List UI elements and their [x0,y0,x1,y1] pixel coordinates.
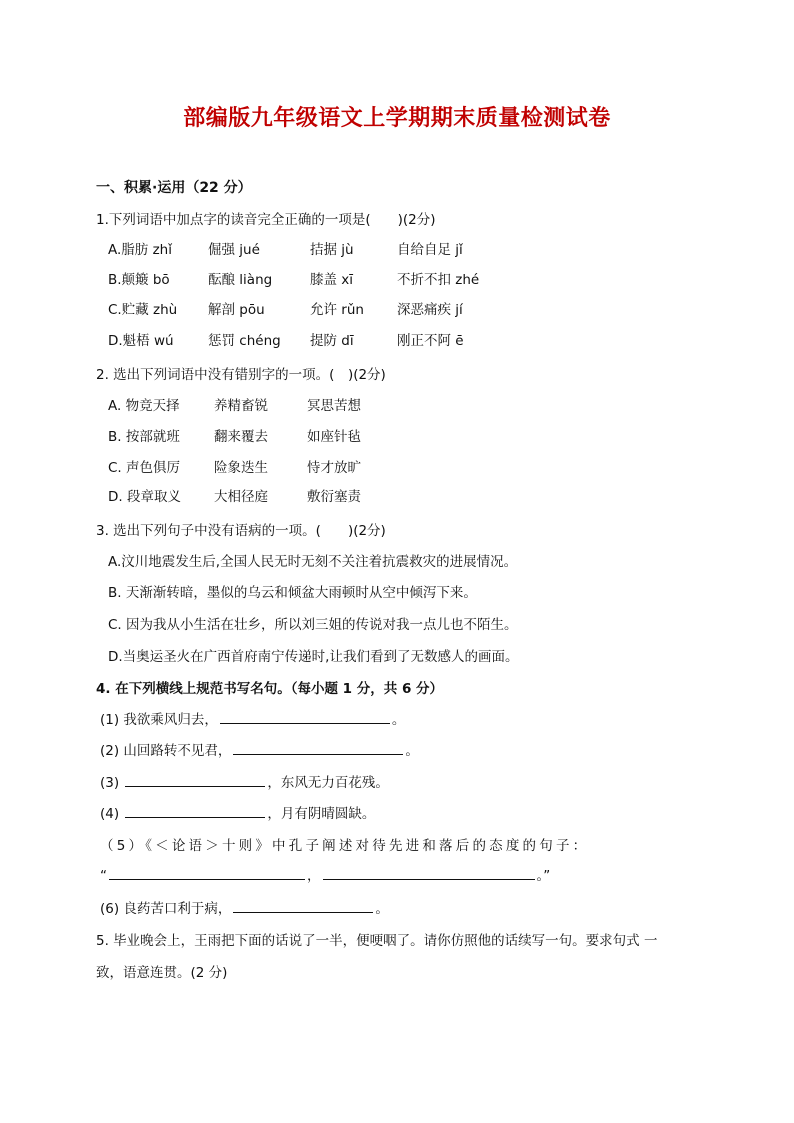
q3-option-d: D.当奥运圣火在广西首府南宁传递时,让我们看到了无数感人的画面。 [108,649,519,665]
q2-option-choice: 险象迭生 [214,460,268,476]
q1-option-choice: D.魁梧 wú [108,333,174,349]
q2-option-choice: 翻来覆去 [214,429,268,445]
page-title: 部编版九年级语文上学期期末质量检测试卷 [183,105,611,131]
q4-item-6-suffix: 。 [375,901,389,917]
q2-option-choice: 恃才放旷 [307,460,361,476]
q3-option-a: A.汶川地震发生后,全国人民无时无刻不关注着抗震救灾的进展情况。 [108,554,518,570]
q1-option-choice: 不折不扣 zhé [397,272,480,288]
answer-blank[interactable] [125,773,265,787]
answer-blank[interactable] [323,866,535,880]
comma: ， [307,868,321,884]
q2-option-choice: D. 段章取义 [108,489,181,505]
q4-item-1 [100,708,405,728]
answer-blank[interactable] [109,866,305,880]
q3-option-b: B. 天渐渐转暗，墨似的乌云和倾盆大雨顿时从空中倾泻下来。 [108,585,477,601]
q4-item-3-prefix: (3) [100,775,124,791]
q4-item-6-prefix: (6) 良药苦口利于病， [100,901,232,917]
q2-option-choice: 敷衍塞责 [307,489,361,505]
q4-item-2-suffix: 。 [405,743,419,759]
question-3-stem: 3. 选出下列句子中没有语病的一项。( )(2分) [96,523,386,539]
q1-option-choice: 拮据 jù [310,242,354,258]
answer-blank[interactable] [233,741,403,755]
q2-option-choice: A. 物竞天择 [108,398,180,414]
q1-option-choice: 自给自足 jǐ [397,242,463,258]
q4-item-5: （5）《＜论语＞十则》中孔子阐述对待先进和落后的态度的句子： [100,838,590,854]
open-quote: “ [100,868,107,884]
question-5-line-1: 5. 毕业晚会上，王雨把下面的话说了一半，便哽咽了。请你仿照他的话续写一句。要求句式 一 [96,933,658,949]
q4-item-3-suffix: ，东风无力百花残。 [267,775,389,791]
q1-option-choice: 惩罚 chéng [208,333,281,349]
q4-item-6 [100,897,389,917]
question-5-line-2: 致，语意连贯。(2 分) [96,965,228,981]
q2-option-choice: 养精畜锐 [214,398,268,414]
q4-item-2 [100,739,419,759]
close-quote: 。” [536,868,551,884]
q1-option-choice: B.颠簸 bō [108,272,170,288]
q2-option-choice: 如座针毡 [307,429,361,445]
q2-option-choice: 冥思苦想 [307,398,361,414]
answer-blank[interactable] [220,710,390,724]
question-2-stem: 2. 选出下列词语中没有错别字的一项。( )(2分) [96,367,386,383]
question-1-stem: 1.下列词语中加点字的读音完全正确的一项是( )(2分) [96,212,436,228]
q2-option-choice: B. 按部就班 [108,429,180,445]
q3-option-c: C. 因为我从小生活在壮乡，所以刘三姐的传说对我一点儿也不陌生。 [108,617,518,633]
q1-option-choice: 酝酿 liàng [208,272,273,288]
q1-option-choice: 倔强 jué [208,242,260,258]
section-heading: 一、积累·运用（22 分） [96,180,252,196]
q1-option-choice: C.贮藏 zhù [108,302,178,318]
q1-option-choice: 提防 dī [310,333,354,349]
q1-option-choice: 深恶痛疾 jí [397,302,463,318]
answer-blank[interactable] [125,804,265,818]
q4-item-3 [100,771,389,791]
q2-option-choice: 大相径庭 [214,489,268,505]
question-4-stem: 4. 在下列横线上规范书写名句。（每小题 1 分，共 6 分） [96,681,444,697]
q4-item-5-blanks [100,864,550,884]
q4-item-4-suffix: ，月有阴晴圆缺。 [267,806,376,822]
q4-item-4 [100,802,375,822]
q1-option-choice: A.脂肪 zhǐ [108,242,172,258]
q4-item-1-prefix: (1) 我欲乘风归去， [100,712,218,728]
q4-item-4-prefix: (4) [100,806,124,822]
q4-item-1-suffix: 。 [391,712,406,728]
answer-blank[interactable] [233,899,373,913]
q4-item-2-prefix: (2) 山回路转不见君， [100,743,232,759]
q1-option-choice: 膝盖 xī [310,272,354,288]
q2-option-choice: C. 声色俱厉 [108,460,181,476]
q1-option-choice: 解剖 pōu [208,302,265,318]
q1-option-choice: 刚正不阿 ē [397,333,464,349]
q1-option-choice: 允许 rǔn [310,302,364,318]
